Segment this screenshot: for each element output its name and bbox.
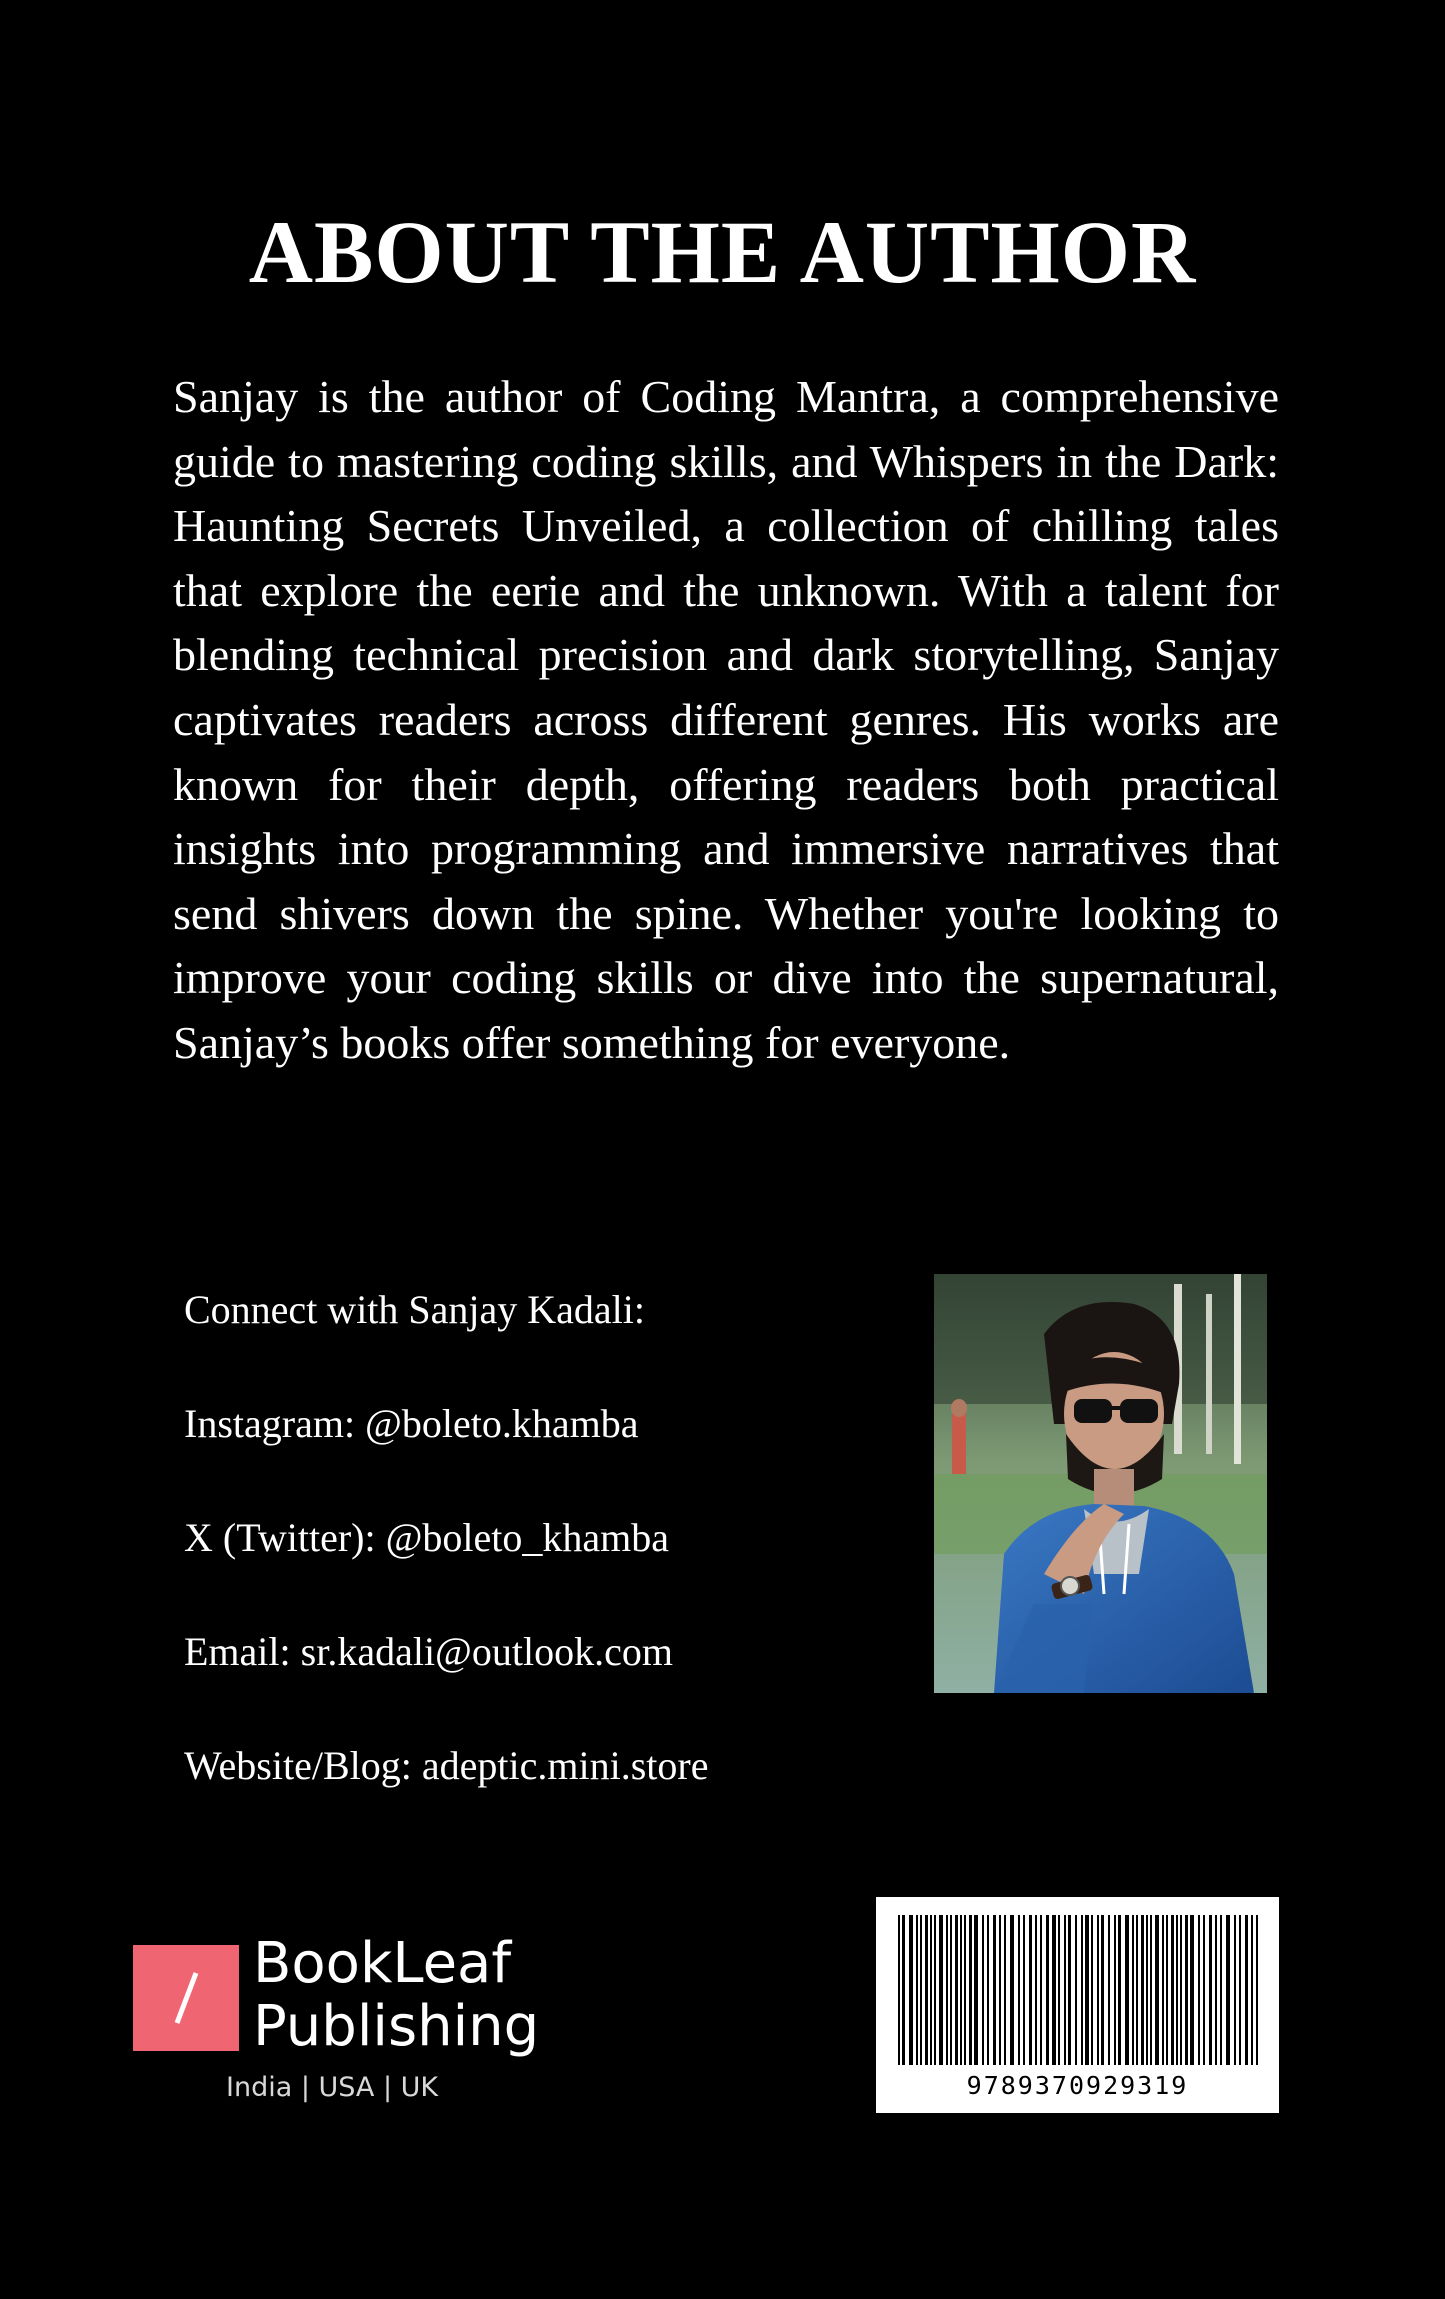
barcode-bar xyxy=(1023,1915,1025,2065)
isbn-barcode xyxy=(876,1897,1279,2113)
barcode-bar xyxy=(1198,1915,1200,2065)
barcode-bar xyxy=(1226,1915,1230,2065)
barcode-bar xyxy=(1239,1915,1241,2065)
barcode-bar xyxy=(1081,1915,1083,2065)
barcode-bar xyxy=(1185,1915,1188,2065)
barcode-bar xyxy=(1040,1915,1042,2065)
barcode-bar xyxy=(939,1915,943,2065)
barcode-bar xyxy=(960,1915,962,2065)
barcode-bar xyxy=(1176,1915,1178,2065)
barcode-bar xyxy=(1101,1915,1104,2065)
publisher-name-line2: Publishing xyxy=(253,1994,540,2059)
barcode-bar xyxy=(1171,1915,1174,2065)
barcode-bar xyxy=(1125,1915,1129,2065)
barcode-bar xyxy=(1136,1915,1138,2065)
barcode-bar xyxy=(925,1915,928,2065)
barcode-bar xyxy=(1215,1915,1217,2065)
barcode-bar xyxy=(974,1915,978,2065)
barcode-bar xyxy=(1004,1915,1006,2065)
barcode-bar xyxy=(950,1915,952,2065)
barcode-bar xyxy=(1234,1915,1236,2065)
author-portrait-icon xyxy=(934,1274,1267,1693)
contact-twitter: X (Twitter): @boleto_khamba xyxy=(184,1515,670,1560)
barcode-bar xyxy=(898,1915,900,2065)
contact-email: Email: sr.kadali@outlook.com xyxy=(184,1629,673,1674)
publisher-logo xyxy=(133,1945,239,2051)
barcode-bar xyxy=(1132,1915,1134,2065)
barcode-bar xyxy=(1203,1915,1205,2065)
barcode-bar xyxy=(1108,1915,1110,2065)
barcode-bar xyxy=(1190,1915,1194,2065)
barcode-bar xyxy=(1251,1915,1253,2065)
barcode-bar xyxy=(1097,1915,1099,2065)
barcode-bar xyxy=(955,1915,958,2065)
barcode-bar xyxy=(1150,1915,1152,2065)
contact-heading: Connect with Sanjay Kadali: xyxy=(184,1287,646,1332)
barcode-bar xyxy=(1085,1915,1089,2065)
barcode-bar xyxy=(1029,1915,1032,2065)
barcode-bar xyxy=(982,1915,984,2065)
barcode-bar xyxy=(946,1915,948,2065)
barcode-bar xyxy=(1141,1915,1144,2065)
barcode-bar xyxy=(1146,1915,1148,2065)
barcode-bar xyxy=(1046,1915,1049,2065)
barcode-bar xyxy=(930,1915,932,2065)
barcode-bar xyxy=(1155,1915,1159,2065)
barcode-bar xyxy=(1256,1915,1258,2065)
slash-logo-icon xyxy=(133,1945,239,2051)
barcode-bar xyxy=(1118,1915,1121,2065)
barcode-bar xyxy=(909,1915,913,2065)
barcode-bar xyxy=(999,1915,1001,2065)
author-bio: Sanjay is the author of Coding Mantra, a comprehensive guide to mastering coding skills, and Whispers in the Dark: Haunting Secrets Unveiled, a collection of chilling tales that explore the eerie and the unknown. With a talent for blending technical precision and dark storytelling, Sanjay captivates readers across different genres. His works are known for their depth, offering readers both practical insights into programming and immersive narratives that send shivers down the spine. Whether you're looking to improve your coding skills or dive into the supernatural, Sanjay’s books offer something for everyone. xyxy=(173,371,1279,1068)
page-title: ABOUT THE AUTHOR xyxy=(248,204,1197,302)
isbn-number: 9789370929319 xyxy=(966,2071,1189,2100)
barcode-bar xyxy=(1162,1915,1164,2065)
barcode-bar xyxy=(1180,1915,1182,2065)
barcode-bar xyxy=(1010,1915,1014,2065)
barcode-bar xyxy=(1075,1915,1077,2065)
barcode-bar xyxy=(964,1915,966,2065)
author-photo xyxy=(934,1274,1267,1693)
barcode-bar xyxy=(902,1915,905,2065)
barcode-bar xyxy=(1091,1915,1093,2065)
barcode-bar xyxy=(1245,1915,1248,2065)
barcode-bar xyxy=(1220,1915,1222,2065)
contact-list xyxy=(184,1285,884,1855)
barcode-bar xyxy=(969,1915,972,2065)
publisher-name xyxy=(253,1932,539,2058)
barcode-bar xyxy=(1114,1915,1116,2065)
barcode-bar xyxy=(1035,1915,1037,2065)
barcode-bar xyxy=(1058,1915,1060,2065)
barcode-bar xyxy=(916,1915,918,2065)
barcode-bar xyxy=(934,1915,936,2065)
barcode-bar xyxy=(1166,1915,1168,2065)
barcode-bar xyxy=(1068,1915,1071,2065)
barcode-bar xyxy=(1052,1915,1056,2065)
barcode-bar xyxy=(920,1915,922,2065)
barcode-bar xyxy=(1064,1915,1066,2065)
contact-website: Website/Blog: adeptic.mini.store xyxy=(184,1743,709,1788)
barcode-bar xyxy=(987,1915,989,2065)
publisher-regions: India | USA | UK xyxy=(226,2072,439,2103)
barcode-bar xyxy=(993,1915,996,2065)
contact-instagram: Instagram: @boleto.khamba xyxy=(184,1401,639,1446)
barcode-bar xyxy=(1209,1915,1212,2065)
barcode-bar xyxy=(1018,1915,1020,2065)
publisher-name-line1: BookLeaf xyxy=(253,1931,512,1996)
